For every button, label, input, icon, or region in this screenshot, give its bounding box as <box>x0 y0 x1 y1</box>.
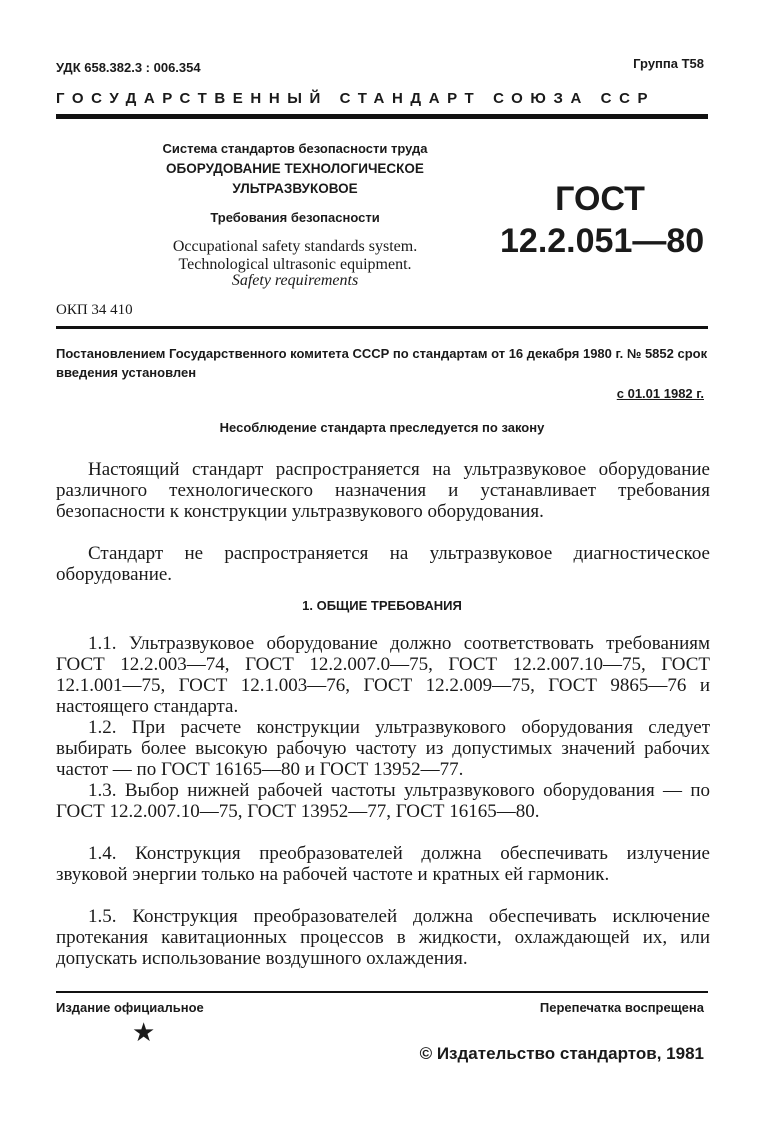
udk-code: УДК 658.382.3 : 006.354 <box>56 60 201 75</box>
subtitle: Требования безопасности <box>210 210 380 225</box>
gost-number: 12.2.051—80 <box>500 222 705 260</box>
clause-1-2: 1.2. При расчете конструкции ультразвукового оборудования следует выбирать более высокую рабочую частоту из допустимых значений рабочих частот — по ГОСТ 16165—80 и ГОСТ 13952—77. <box>56 717 710 780</box>
standards-system: Система стандартов безопасности труда <box>162 141 428 156</box>
reprint-prohibited-label: Перепечатка воспрещена <box>539 1000 704 1015</box>
gost-label: ГОСТ <box>555 180 645 218</box>
footer-rule <box>56 991 708 993</box>
union-standard-banner: ГОСУДАРСТВЕННЫЙ СТАНДАРТ СОЮЗА ССР <box>56 90 656 107</box>
title-rule <box>56 326 708 329</box>
title-line-2: УЛЬТРАЗВУКОВОЕ <box>232 181 358 196</box>
english-title-line-1: Occupational safety standards system. <box>172 238 418 255</box>
clause-1-5: 1.5. Конструкция преобразователей должна обеспечивать исключение протекания кавитационных процессов в жидкости, охлаждающей их, или допускать использование воздушного охлаждения. <box>56 906 710 969</box>
clause-1-4: 1.4. Конструкция преобразователей должна обеспечивать излучение звуковой энергии только на рабочей частоте и кратных ей гармоник. <box>56 843 710 885</box>
copyright: © Издательство стандартов, 1981 <box>419 1044 704 1063</box>
section-heading: 1. ОБЩИЕ ТРЕБОВАНИЯ <box>302 598 462 613</box>
intro-paragraph-2: Стандарт не распространяется на ультразвуковое диагностическое оборудование. <box>56 543 710 585</box>
clause-1-3: 1.3. Выбор нижней рабочей частоты ультразвукового оборудования — по ГОСТ 12.2.007.10—75, ГОСТ 13952—77, ГОСТ 16165—80. <box>56 780 710 822</box>
english-title-line-2: Technological ultrasonic equipment. <box>178 256 412 273</box>
official-edition-label: Издание официальное <box>56 1000 204 1015</box>
intro-paragraph-1: Настоящий стандарт распространяется на ультразвуковое оборудование различного технологического назначения и устанавливает требования безопасности к конструкции ультразвукового оборудования. <box>56 459 710 522</box>
title-line-1: ОБОРУДОВАНИЕ ТЕХНОЛОГИЧЕСКОЕ <box>166 161 424 176</box>
decree-text: Постановлением Государственного комитета СССР по стандартам от 16 декабря 1980 г. № 5852 срок введения установлен <box>56 346 708 380</box>
okp-code: ОКП 34 410 <box>56 302 133 318</box>
group-code: Группа Т58 <box>633 56 704 71</box>
effective-date: с 01.01 1982 г. <box>616 386 704 401</box>
english-title-line-3: Safety requirements <box>231 272 359 289</box>
header-rule <box>56 114 708 119</box>
legal-notice: Несоблюдение стандарта преследуется по закону <box>219 420 545 435</box>
star-icon: ★ <box>132 1018 156 1047</box>
clause-1-1: 1.1. Ультразвуковое оборудование должно соответствовать требованиям ГОСТ 12.2.003—74, ГОСТ 12.2.007.0—75, ГОСТ 12.2.007.10—75, ГОСТ 12.1.001—75, ГОСТ 12.1.003—76, ГОСТ 12.2.009—75, ГОСТ 9865—76 и настоящего стандарта. <box>56 633 710 717</box>
